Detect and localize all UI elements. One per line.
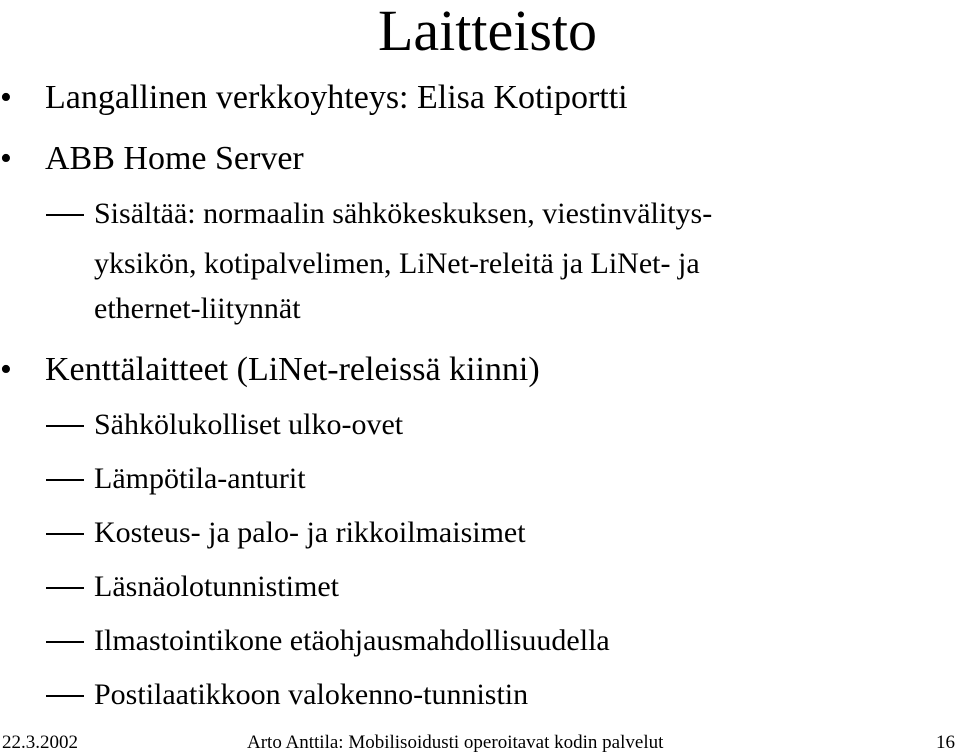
footer-date: 22.3.2002 (2, 732, 78, 753)
sub-item-text: ethernet-liitynnät (94, 292, 301, 325)
footer-author-title: Arto Anttila: Mobilisoidusti operoitavat kodin palvelut (247, 732, 664, 753)
footer-page-number: 16 (936, 732, 955, 753)
bullet-dot-icon: • (0, 79, 12, 116)
bullet-text: Langallinen verkkoyhteys: Elisa Kotiportti (45, 79, 628, 116)
bullet-dot-icon: • (0, 140, 12, 177)
bullet-dot-icon: • (0, 351, 12, 388)
bullet-text: Kenttälaitteet (LiNet-releissä kiinni) (45, 351, 540, 388)
sub-item-text: Lämpötila-anturit (94, 462, 306, 495)
dash-icon (46, 479, 84, 481)
sub-item-text: Sähkölukolliset ulko-ovet (94, 408, 404, 441)
bullet-text: ABB Home Server (45, 140, 304, 177)
dash-icon (46, 214, 84, 216)
sub-item-text: Sisältää: normaalin sähkökeskuksen, viestinvälitys- (94, 197, 713, 230)
dash-icon (46, 641, 84, 643)
dash-icon (46, 587, 84, 589)
sub-item-text: Kosteus- ja palo- ja rikkoilmaisimet (94, 516, 526, 549)
dash-icon (46, 425, 84, 427)
slide-title: Laitteisto (377, 0, 598, 63)
sub-item-text: yksikön, kotipalvelimen, LiNet-releitä ja LiNet- ja (94, 247, 700, 280)
sub-item-text: Läsnäolotunnistimet (94, 570, 339, 603)
dash-icon (46, 695, 84, 697)
sub-item-text: Postilaatikkoon valokenno-tunnistin (94, 678, 529, 711)
sub-item-text: Ilmastointikone etäohjausmahdollisuudella (94, 624, 610, 657)
dash-icon (46, 533, 84, 535)
